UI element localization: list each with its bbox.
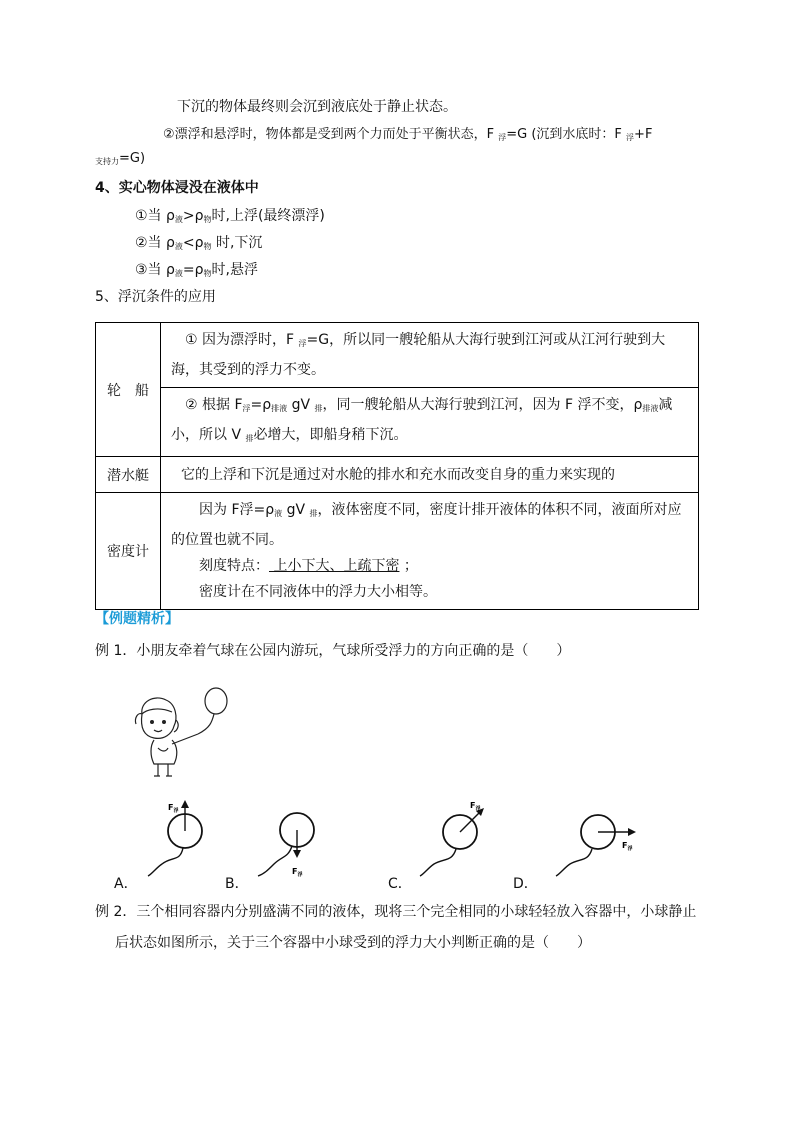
ship-point-1: ① 因为漂浮时，F $_浮$=G，所以同一艘轮船从大海行驶到江河或从江河行驶到大海，其受到的浮力不变。 [161, 323, 699, 388]
option-b-diagram [252, 800, 342, 880]
example-section-tag: 【例题精析】 [95, 611, 179, 627]
example-2-question-line1: 例 2．三个相同容器内分别盛满不同的液体，现将三个完全相同的小球轻轻放入容器中，小球静止 [95, 904, 697, 920]
densimeter-text [161, 493, 699, 610]
densimeter-label: 密度计 [96, 493, 161, 610]
densimeter-point-3: 密度计在不同液体中的浮力大小相等。 [199, 584, 437, 600]
example-2-question-line2: 后状态如图所示，关于三个容器中小球受到的浮力大小判断正确的是（ ） [115, 935, 591, 951]
intro-line2: ②漂浮和悬浮时，物体都是受到两个力而处于平衡状态，F $_浮$=G (沉到水底时：F $_浮$+F [163, 127, 653, 142]
densimeter-point-2: 刻度特点： 上小下大、上疏下密 ； [199, 558, 418, 574]
ship-label: 轮 船 [96, 323, 161, 457]
intro-line1: 下沉的物体最终则会沉到液底处于静止状态。 [177, 99, 457, 115]
balloon-icon [205, 688, 227, 714]
force-label: $F_浮$ [470, 801, 481, 812]
section4-item-2: ②当 $\rho_液<\rho_物$ 时,下沉 [135, 235, 263, 251]
option-d-diagram [548, 800, 648, 880]
application-table [95, 322, 699, 610]
section4-item-3: ③当 $\rho_液=\rho_物$时,悬浮 [135, 262, 258, 278]
option-d-label[interactable]: D． [513, 876, 538, 892]
force-label: $F_浮$ [292, 867, 303, 878]
option-a-label[interactable]: A． [114, 876, 138, 892]
densimeter-point-1: 因为 F浮$=\rho_液$ gV $_排$，液体密度不同，密度计排开液体的体积不同，液面所对应的位置也就不同。 [171, 502, 682, 548]
submarine-label: 潜水艇 [96, 457, 161, 493]
ship-point-2: ② 根据 $F_浮=\rho_{排液}$ gV $_排$，同一艘轮船从大海行驶到江河，因为 F 浮不变，$\rho_{排液}$减小，所以 V $_排$必增大，即船身稍下沉。 [161, 388, 699, 457]
force-label: $F_浮$ [622, 841, 633, 852]
intro-line3: $_{支持力}$=G) [95, 151, 146, 166]
section4-heading: 4、实心物体浸没在液体中 [95, 180, 259, 196]
submarine-text: 它的上浮和下沉是通过对水舱的排水和充水而改变自身的重力来实现的 [161, 457, 699, 493]
option-c-diagram [410, 798, 500, 878]
force-label: $F_浮$ [168, 803, 179, 814]
girl-with-balloon-illustration [128, 684, 238, 784]
section4-item-1: ①当 $\rho_液>\rho_物$时,上浮(最终漂浮) [135, 208, 325, 224]
example-1-question: 例 1．小朋友牵着气球在公园内游玩，气球所受浮力的方向正确的是（ ） [95, 643, 571, 659]
section5-heading: 5、浮沉条件的应用 [95, 289, 216, 305]
option-b-label[interactable]: B． [225, 876, 249, 892]
option-c-label[interactable]: C． [388, 876, 412, 892]
option-a-diagram [140, 798, 230, 878]
